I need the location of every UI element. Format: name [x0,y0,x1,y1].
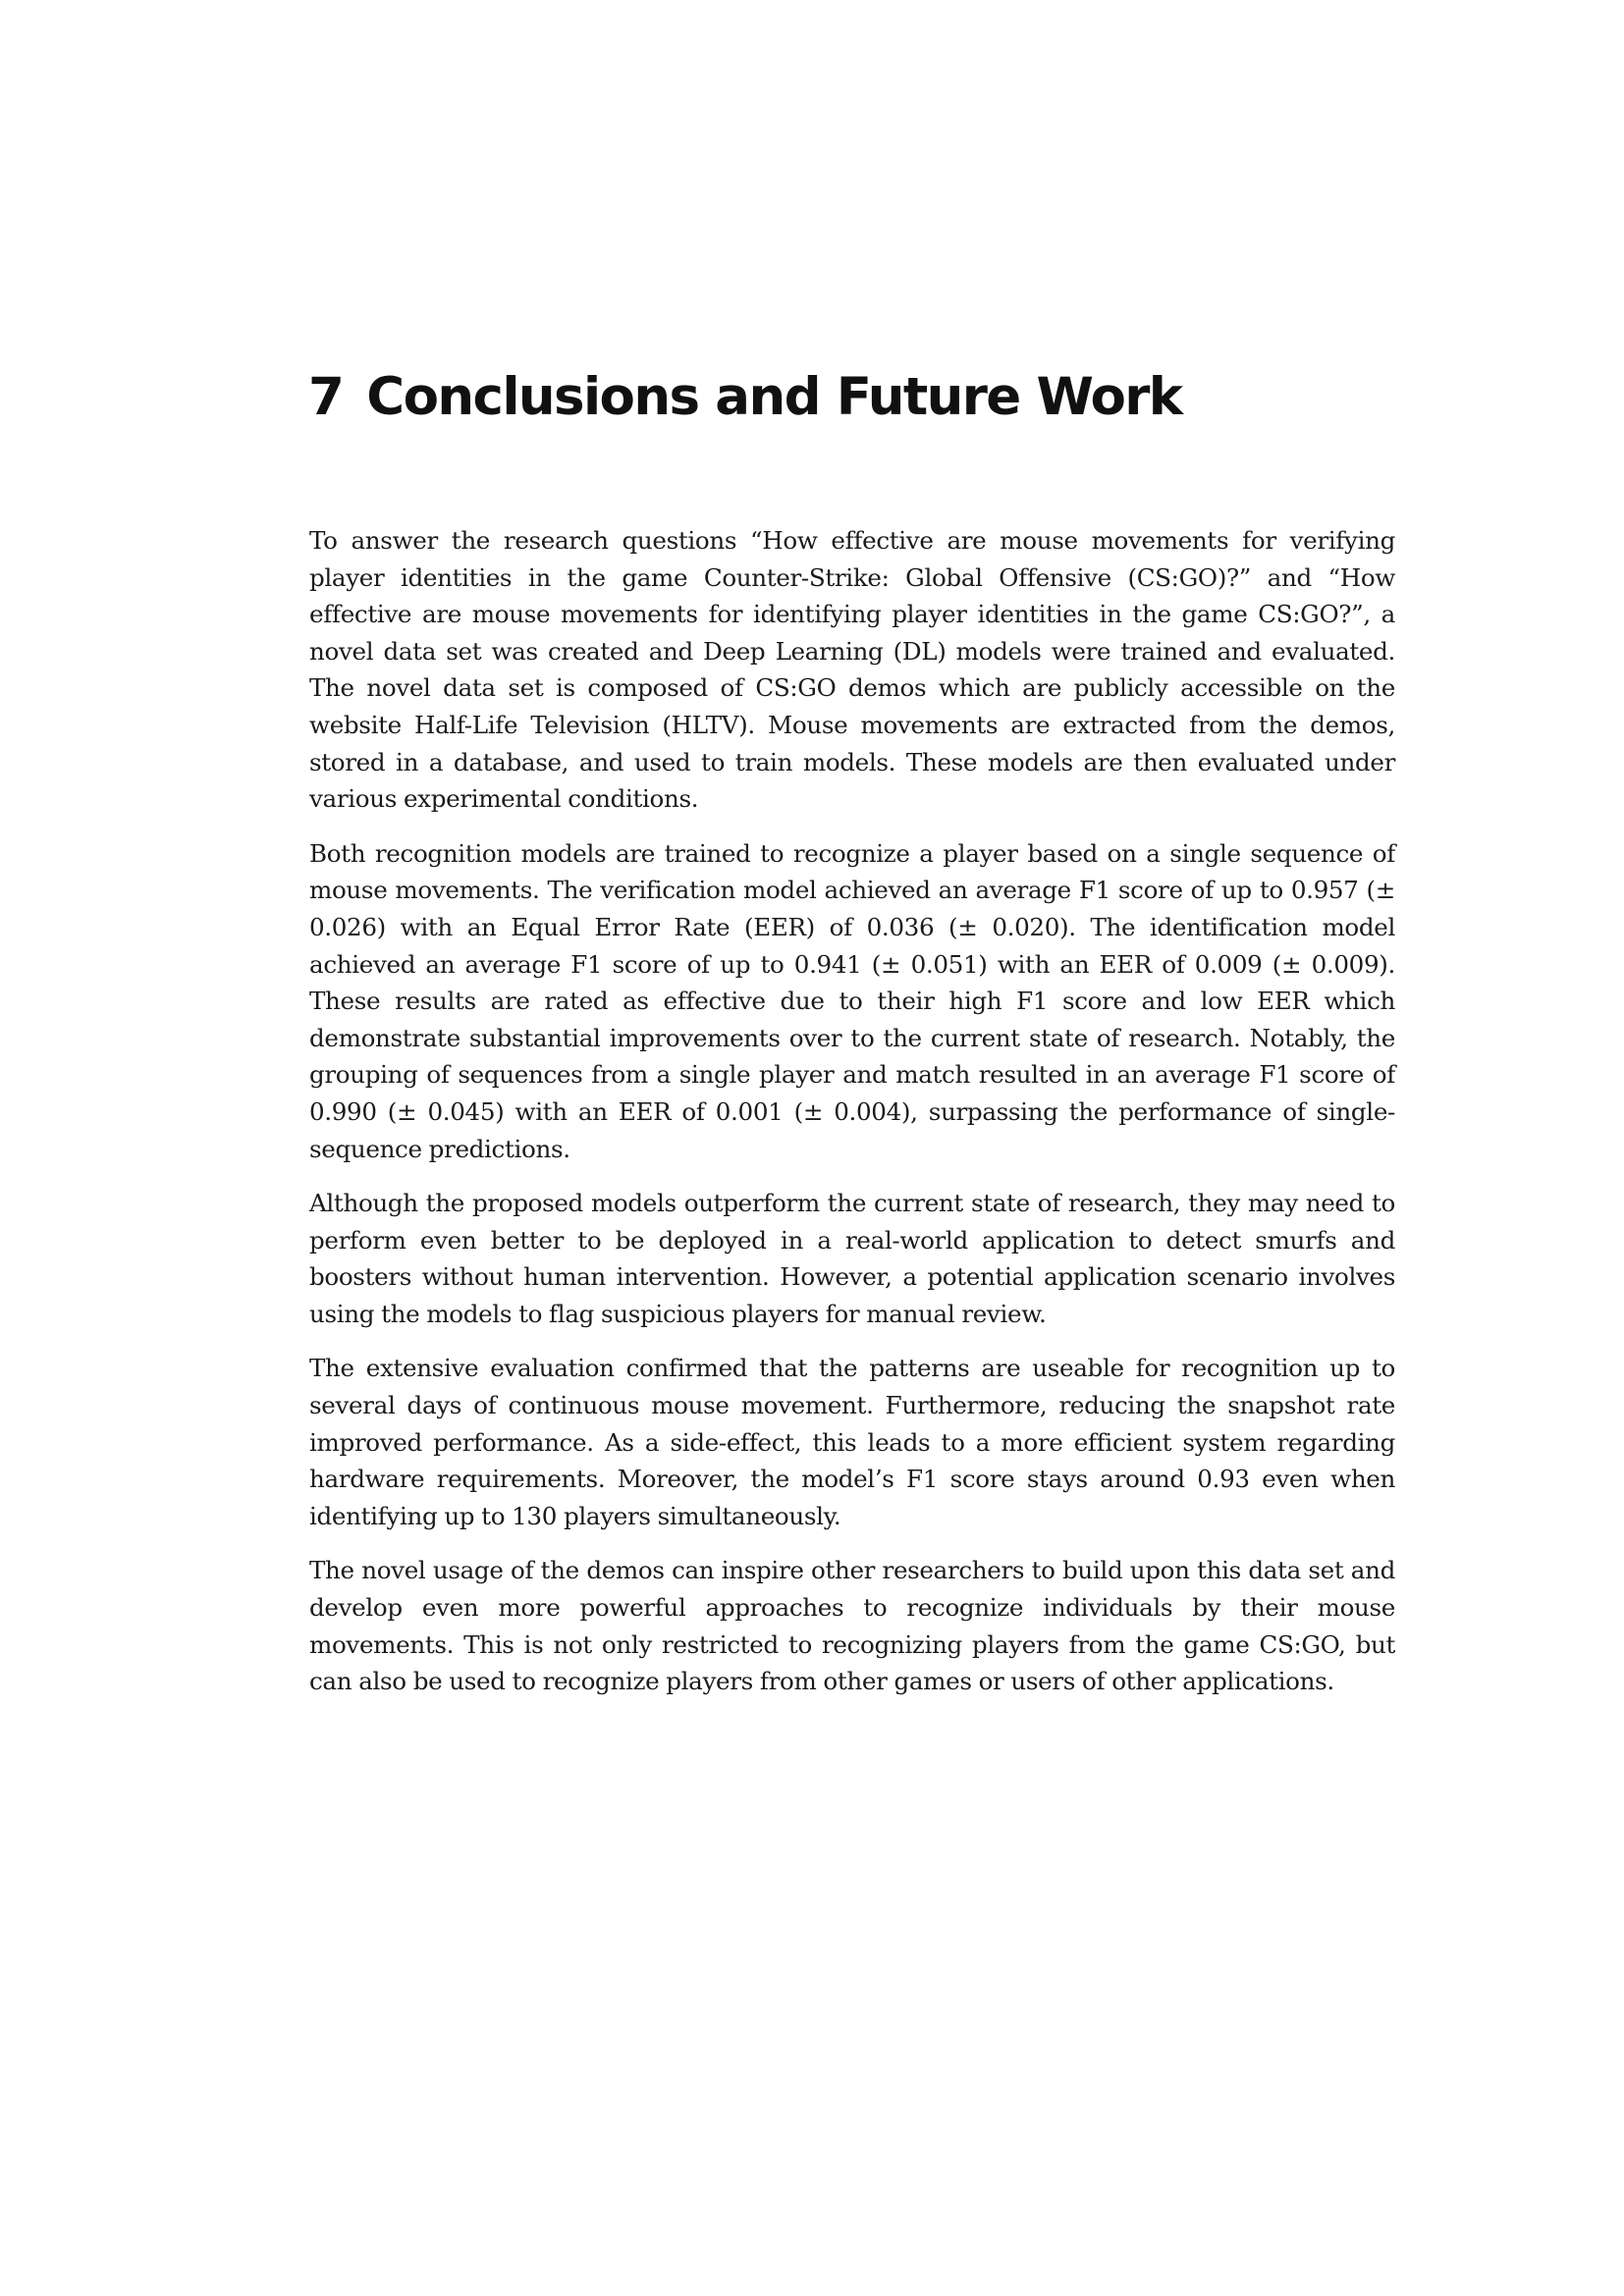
chapter-body [309,522,1395,1718]
paragraph-deployment: Although the proposed models outperform the current state of research, they may need to perform even better to be deployed in a real-world application to detect smurfs and boosters without human intervention. However, a potential application scenario involves using the models to flag suspicious players for manual review. [309,1189,1395,1328]
chapter-heading [308,367,1182,427]
paragraph-evaluation: The extensive evaluation confirmed that the patterns are useable for recognition up to several days of continuous mouse movement. Furthermore, reducing the snapshot rate improved performance. As a side-effect, this leads to a more efficient system regarding hardware requirements. Moreover, the model’s F1 score stays around 0.93 even when identifying up to 130 players simultaneously. [309,1354,1395,1530]
chapter-title: Conclusions and Future Work [366,367,1182,427]
paragraph-future-work: The novel usage of the demos can inspire other researchers to build upon this data set and develop even more powerful approaches to recognize individuals by their mouse movements. This is not only restricted to recognizing players from the game CS:GO, but can also be used to recognize players from other games or users of other applications. [309,1556,1395,1696]
chapter-number: 7 [308,367,344,427]
paragraph-results: Both recognition models are trained to recognize a player based on a single sequence of mouse movements. The verification model achieved an average F1 score of up to 0.957 (± 0.026) with an Equal Error Rate (EER) of 0.036 (± 0.020). The identification model achieved an average F1 score of up to 0.941 (± 0.051) with an EER of 0.009 (± 0.009). These results are rated as effective due to their high F1 score and low EER which demonstrate substantial improvements over to the current state of research. Notably, the grouping of sequences from a single player and match resulted in an average F1 score of 0.990 (± 0.045) with an EER of 0.001 (± 0.004), surpassing the performance of single-sequence predictions. [309,838,1395,1163]
paragraph-research-questions: To answer the research questions “How effective are mouse movements for verifying player identities in the game Counter-Strike: Global Offensive (CS:GO)?” and “How effective are mouse movements for identifying player identities in the game CS:GO?”, a novel data set was created and Deep Learning (DL) models were trained and evaluated. The novel data set is composed of CS:GO demos which are publicly accessible on the website Half-Life Television (HLTV). Mouse movements are extracted from the demos, stored in a database, and used to train models. These models are then evaluated under various experimental conditions. [309,526,1395,814]
